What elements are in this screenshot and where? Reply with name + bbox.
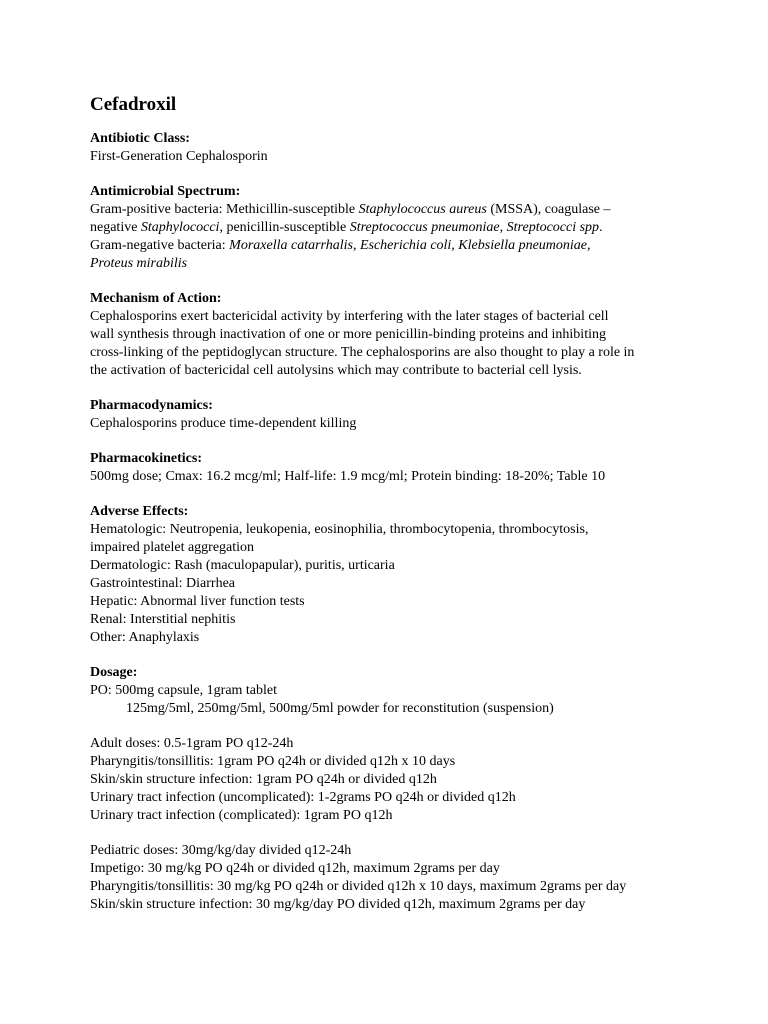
adverse-effect-line: Other: Anaphylaxis (90, 630, 200, 645)
adverse-effect-line: Renal: Interstitial nephitis (90, 612, 236, 627)
section-adult-doses (90, 735, 678, 825)
text-run: , penicillin-susceptible (219, 220, 350, 235)
text-run: (MSSA), coagulase – (486, 202, 611, 217)
heading-adverse-effects: Adverse Effects: (90, 504, 189, 519)
text-run: Gram-negative bacteria: (90, 238, 230, 253)
organism-name: Streptococcus pneumoniae (349, 220, 500, 235)
adult-dose-line: Pharyngitis/tonsillitis: 1gram PO q24h or divided q12h x 10 days (90, 754, 456, 769)
organism-name: Streptococci spp (506, 220, 600, 235)
adverse-effect-line: Gastrointestinal: Diarrhea (90, 576, 236, 591)
gram-negative-line-1 (90, 237, 678, 255)
mechanism-line: the activation of bactericidal cell autolysins which may contribute to bacterial cell lysis. (90, 363, 582, 378)
dosage-forms-line: 125mg/5ml, 250mg/5ml, 500mg/5ml powder for reconstitution (suspension) (126, 701, 554, 716)
text-run: negative (90, 220, 141, 235)
heading-dosage: Dosage: (90, 665, 138, 680)
organism-name: Moraxella catarrhalis, Escherichia coli, Klebsiella pneumoniae, (229, 238, 591, 253)
heading-antibiotic-class: Antibiotic Class: (90, 131, 190, 146)
text-run: Gram-positive bacteria: Methicillin-susceptible (90, 202, 359, 217)
adult-dose-line: Adult doses: 0.5-1gram PO q12-24h (90, 736, 294, 751)
section-pharmacokinetics (90, 450, 678, 486)
section-pediatric-doses (90, 842, 678, 914)
section-antibiotic-class (90, 130, 678, 166)
organism-name: Staphylococci (140, 220, 220, 235)
heading-antimicrobial-spectrum: Antimicrobial Spectrum: (90, 184, 241, 199)
pharmacodynamics-value: Cephalosporins produce time-dependent killing (90, 416, 357, 431)
heading-mechanism-of-action: Mechanism of Action: (90, 291, 222, 306)
antibiotic-class-value: First-Generation Cephalosporin (90, 149, 268, 164)
adverse-effect-line: Dermatologic: Rash (maculopapular), puritis, urticaria (90, 558, 395, 573)
adverse-effect-line: Hepatic: Abnormal liver function tests (90, 594, 305, 609)
section-mechanism-of-action (90, 290, 678, 380)
mechanism-line: cross-linking of the peptidoglycan structure. The cephalosporins are also thought to play a role in (90, 345, 635, 360)
organism-name: Staphylococcus aureus (358, 202, 487, 217)
adult-dose-line: Skin/skin structure infection: 1gram PO q24h or divided q12h (90, 772, 437, 787)
adverse-effect-line: impaired platelet aggregation (90, 540, 255, 555)
section-pharmacodynamics (90, 397, 678, 433)
organism-name: Proteus mirabilis (90, 256, 188, 271)
section-dosage (90, 664, 678, 718)
drug-title: Cefadroxil (90, 94, 177, 115)
heading-pharmacodynamics: Pharmacodynamics: (90, 398, 213, 413)
gram-negative-line-2 (90, 255, 678, 273)
section-adverse-effects (90, 503, 678, 647)
adult-dose-line: Urinary tract infection (complicated): 1gram PO q12h (90, 808, 393, 823)
pediatric-dose-line: Impetigo: 30 mg/kg PO q24h or divided q12h, maximum 2grams per day (90, 861, 500, 876)
gram-positive-line-2 (90, 219, 678, 237)
adverse-effect-line: Hematologic: Neutropenia, leukopenia, eosinophilia, thrombocytopenia, thrombocytosis, (90, 522, 589, 537)
text-run: . (599, 220, 603, 235)
dosage-forms-line: PO: 500mg capsule, 1gram tablet (90, 683, 278, 698)
mechanism-line: wall synthesis through inactivation of one or more penicillin-binding proteins and inhibiting (90, 327, 606, 342)
pediatric-dose-line: Skin/skin structure infection: 30 mg/kg/day PO divided q12h, maximum 2grams per day (90, 897, 586, 912)
mechanism-line: Cephalosporins exert bactericidal activity by interfering with the later stages of bacterial cell (90, 309, 609, 324)
section-antimicrobial-spectrum (90, 183, 678, 273)
pediatric-dose-line: Pharyngitis/tonsillitis: 30 mg/kg PO q24h or divided q12h x 10 days, maximum 2grams per day (90, 879, 627, 894)
pharmacokinetics-value: 500mg dose; Cmax: 16.2 mcg/ml; Half-life: 1.9 mcg/ml; Protein binding: 18-20%; Table 10 (90, 469, 606, 484)
adult-dose-line: Urinary tract infection (uncomplicated): 1-2grams PO q24h or divided q12h (90, 790, 516, 805)
heading-pharmacokinetics: Pharmacokinetics: (90, 451, 202, 466)
gram-positive-line-1 (90, 201, 678, 219)
pediatric-dose-line: Pediatric doses: 30mg/kg/day divided q12-24h (90, 843, 352, 858)
text-run: , (499, 220, 507, 235)
